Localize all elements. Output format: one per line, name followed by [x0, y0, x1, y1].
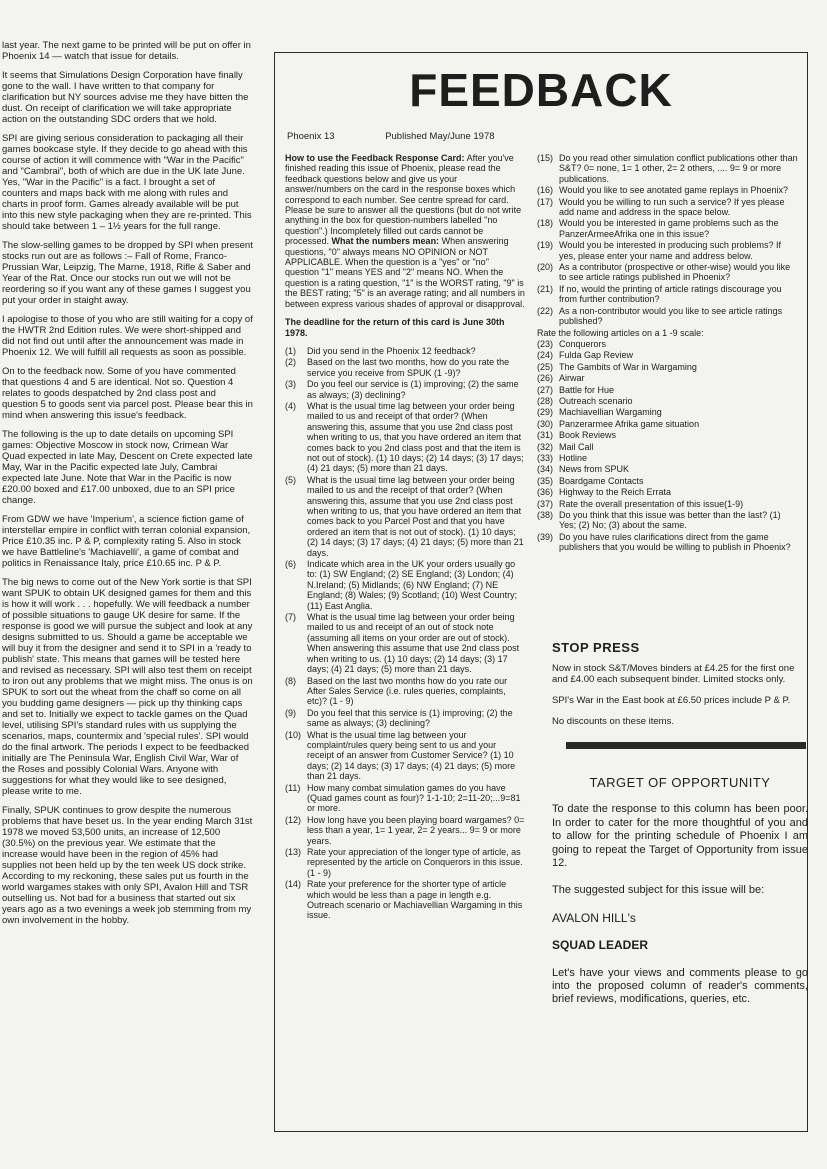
question-number: (13): [285, 847, 302, 857]
news-paragraph: The big news to come out of the New York sortie is that SPI want SPUK to obtain UK designed games for them and this is how it will work . . . hopefully. We will feedback a number of possible situations to gauge UK desire for same. If the response is good we will pursue the subject and look at any designs submitted to us. Should a game be acceptable we will buy it from the designer and send it to SPI in a 'ready to publish' state. This means that games will be tested here and revised as necessary. SPI will also test them on receipt to iron out any problems that we might miss. The onus is on SPUK to sort out the wheat from the chaff so come on all you budding game designers — pick up thy thinking caps and set to. Initially we expect to tackle games on the Quad level, utilising SPI's standard rules with us supplying the scenarios, maps, countermix and 'special rules'. SPI would do the final artwork. The periods I expect to be feedbacked initially are The Peninsula War, English Civil War, War of the Roses and possibly Colonial Wars. Anyone with suggestions for what they would like to see designed, please write to me.: [2, 577, 253, 797]
question-text: Rate your preference for the shorter type of article which would be less than a page in length e.g. Outreach scenario or Machiavellian Wargaming in this issue.: [307, 879, 523, 921]
feedback-question: [537, 218, 799, 239]
question-number: (1): [285, 345, 296, 356]
question-list-articles: [537, 339, 799, 553]
question-text: Mail Call: [559, 441, 594, 452]
question-text: What is the usual time lag between your order being mailed to us and the receipt of that order? (When answering this, assume that you use 2nd class post when writing to us, that you have ordered an item that comes back to you Parcel Post and that you have ordered an item that is not out of stock). (1) 10 days; (2) 14 days; (3) 17 days; (4) 21 days; (5) more than 21 days.: [307, 474, 524, 558]
question-text: Rate your appreciation of the longer type of article, as represented by the article on Conquerors in this issue. (1 - 9): [307, 847, 523, 878]
question-number: (25): [537, 361, 554, 372]
feedback-question: [285, 730, 525, 782]
question-text: Would you be interested in producing such problems? If yes, please enter your name and address below.: [559, 240, 781, 261]
question-number: (16): [537, 185, 554, 196]
question-number: (37): [537, 498, 554, 509]
feedback-question: [537, 306, 799, 327]
feedback-question: [537, 197, 799, 218]
question-number: (34): [537, 464, 554, 475]
question-number: (33): [537, 452, 554, 463]
question-text: Boardgame Contacts: [559, 475, 644, 486]
feedback-question: [537, 407, 799, 417]
question-number: (36): [537, 487, 554, 498]
question-number: (15): [537, 153, 554, 163]
question-text: Do you have rules clarifications direct from the game publishers that you would be willing to publish in Phoenix?: [559, 531, 791, 553]
feedback-question: [537, 532, 799, 553]
news-paragraph: On to the feedback now. Some of you have commented that questions 4 and 5 are identical. Not so. Question 4 relates to goods despatched by 2nd class post and question 5 to goods sent via parcel post. Please bear this in mind when answering this issue's feedback.: [2, 366, 253, 421]
question-text: The Gambits of War in Wargaming: [559, 361, 697, 372]
question-number: (20): [537, 262, 554, 273]
feedback-question: [537, 499, 799, 509]
question-text: Highway to the Reich Errata: [559, 487, 672, 498]
published-label: Published May/June 1978: [385, 131, 495, 142]
question-number: (27): [537, 384, 554, 395]
question-number: (19): [537, 240, 554, 251]
question-number: (39): [537, 531, 554, 542]
numbers-text: When answering questions, "0" always means NO OPINION or NOT APPLICABLE. When the question is a "yes" or "no" question "1" means YES and "2" means NO. When the question is a rating question, "1" is the WORST rating, "9" is the BEST rating; "5" is an average rating; and all numbers in between express various shades of approval or disapproval.: [285, 236, 525, 309]
feedback-question: [285, 475, 525, 558]
question-text: Book Reviews: [559, 430, 617, 441]
feedback-question: [285, 612, 525, 674]
question-number: (21): [537, 283, 554, 294]
feedback-question: [537, 430, 799, 440]
question-text: Would you like to see anotated game replays in Phoenix?: [559, 185, 788, 196]
feedback-question: [537, 373, 799, 383]
feedback-question: [285, 847, 525, 878]
news-paragraph: It seems that Simulations Design Corporation have finally gone to the wall. I have written to that company for clarification but NY sources advise me they have bitten the dust. On receipt of clarification we will take appropriate action on the outstanding SDC orders that we hold.: [2, 70, 249, 125]
news-paragraph: Finally, SPUK continues to grow despite the numerous problems that have beset us. In the year ending March 31st 1978 we moved 53,500 units, an increase of 12,500 (30.5%) on the previous year. We estimate that the increase would have been in the region of 45% had supplies not been held up by the ten week US dock strike. According to my reckoning, these sales put us fourth in the world wargames stakes with only SPI, Avalon Hill and TSR outselling us. Not bad for a business that started out six years ago as a two evenings a week job stemming from my own involvement in the hobby.: [2, 805, 253, 926]
question-number: (17): [537, 196, 554, 207]
question-text: Would you be willing to run such a service? If yes please add name and address in the space below.: [559, 196, 785, 218]
question-number: (28): [537, 395, 554, 406]
question-text: Conquerors: [559, 338, 607, 349]
stop-press-title: STOP PRESS: [552, 640, 640, 655]
target-of-opportunity-section: [552, 776, 808, 1021]
feedback-question: [537, 396, 799, 406]
question-number: (35): [537, 475, 554, 486]
feedback-question: [285, 401, 525, 474]
news-paragraph: last year. The next game to be printed will be put on offer in Phoenix 14 — watch that issue for details.: [2, 40, 251, 62]
feedback-question: [285, 783, 525, 814]
question-text: Indicate which area in the UK your orders usually go to: (1) SW England; (2) SE England; (3) London; (4) N.Ireland; (5) Midlands; (6) NW England; (7) NE England; (8) Wales; (9) Scotland; (10) West Country; (11) East Anglia.: [307, 559, 518, 611]
news-paragraph: SPI are giving serious consideration to packaging all their games bookcase style. If they decide to go ahead with this course of action it will commence with "War in the Pacific" and "Cambrai", both of which are due in the UK late June. Yes, "War in the Pacific" is a fact. I brought a set of counters and maps back with me along with rules and charts in proof form. Games already available will be put into this new style packaging when they are re-printed. This should take between 1 – 1½ years for the full range.: [2, 133, 252, 232]
feedback-question: [285, 379, 525, 400]
news-paragraph: I apologise to those of you who are still waiting for a copy of the HWTR 2nd Edition rules. We were short-shipped and did not find out until after the announcement was made in Phoenix 12. We will fulfill all requests as soon as possible.: [2, 314, 253, 358]
question-number: (10): [285, 729, 302, 740]
stop-press-paragraph: No discounts on these items.: [552, 716, 674, 727]
howto-heading: How to use the Feedback Response Card:: [285, 153, 465, 163]
feedback-question: [537, 240, 799, 261]
question-text: Panzerarmee Afrika game situation: [559, 418, 700, 429]
news-paragraph: The slow-selling games to be dropped by SPI when present stocks run out are as follows :– Fall of Rome, Franco-Prussian War, Leipzig, The Marne, 1918, Rifle & Saber and Year of the Rat. Once our stocks run out we will not be reordering so if you want any of these games I suggest you put your order in staight away.: [2, 240, 253, 306]
question-number: (7): [285, 612, 296, 623]
question-text: How long have you been playing board wargames? 0= less than a year, 1= 1 year, 2= 2 years... 9= 9 or more years.: [307, 814, 525, 846]
question-number: (30): [537, 418, 554, 429]
stop-press-paragraph: SPI's War in the East book at £6.50 prices include P & P.: [552, 695, 791, 706]
feedback-question: [537, 385, 799, 395]
subject-title: SQUAD LEADER: [552, 938, 649, 953]
question-number: (24): [537, 350, 554, 361]
question-text: As a contributor (prospective or other-wise) would you like to see article ratings published in Phoenix?: [559, 262, 791, 283]
question-number: (8): [285, 675, 296, 686]
question-text: Do you think that this issue was better than the last? (1) Yes; (2) No; (3) about the same.: [559, 510, 781, 531]
question-number: (2): [285, 357, 296, 368]
question-text: News from SPUK: [559, 464, 630, 475]
feedback-issue-line: [287, 131, 543, 142]
question-number: (14): [285, 879, 302, 890]
howto-paragraph: [285, 153, 525, 309]
question-text: If no, would the printing of article ratings discourage you from further contribution?: [559, 283, 782, 305]
feedback-column-right: [537, 153, 799, 554]
question-text: Machiavellian Wargaming: [559, 407, 662, 418]
target-paragraph: Let's have your views and comments please to go into the proposed column of reader's comments, brief reviews, modifications, queries, etc.: [552, 966, 808, 1006]
question-number: (31): [537, 430, 554, 441]
feedback-question: [537, 453, 799, 463]
question-text: Hotline: [559, 452, 588, 463]
question-number: (18): [537, 218, 554, 229]
feedback-question: [285, 357, 525, 378]
question-text: Battle for Hue: [559, 384, 615, 395]
question-number: (11): [285, 782, 301, 793]
feedback-question: [537, 262, 799, 283]
question-number: (12): [285, 814, 302, 825]
feedback-question: [285, 879, 525, 921]
question-text: Do you feel that this service is (1) improving; (2) the same as always; (3) declining?: [307, 707, 513, 729]
feedback-question: [537, 464, 799, 474]
feedback-title: FEEDBACK: [409, 64, 673, 116]
feedback-column-left: [285, 153, 525, 922]
rate-instruction: Rate the following articles on a 1 -9 scale:: [537, 327, 704, 338]
howto-text: After you've finished reading this issue of Phoenix, please read the feedback questions below and give us your answer/numbers on the card in the response boxes which correspond to each number. See centre spread for card. Please be sure to answer all the questions (but do not write anything in the box for question-numbers labelled "no question".) Incompletely filled out cards cannot be processed.: [285, 153, 522, 247]
feedback-question: [537, 442, 799, 452]
feedback-question: [537, 339, 799, 349]
question-text: Do you read other simulation conflict publications other than S&T? 0= none, 1= 1 other, 2= 2 others, .... 9= 9 or more publications.: [559, 153, 798, 184]
question-text: Airwar: [559, 373, 585, 384]
question-number: (22): [537, 305, 554, 316]
feedback-question: [537, 153, 799, 184]
question-text: Did you send in the Phoenix 12 feedback?: [307, 345, 476, 356]
feedback-question: [537, 510, 799, 531]
question-number: (9): [285, 707, 296, 718]
question-number: (23): [537, 338, 554, 349]
feedback-question: [285, 708, 525, 729]
feedback-question: [285, 346, 525, 356]
news-paragraph: The following is the up to date details on upcoming SPI games: Objective Moscow in stock now, Crimean War Quad expected in late May, Descent on Crete expected late May, War in the Pacific expected late July, Cambrai expected late June. Note that War in the Pacific is now £20.00 boxed and £17.00 unboxed, due to an SPI price change.: [2, 429, 253, 506]
question-number: (29): [537, 407, 554, 418]
question-text: Would you be interested in game problems such as the PanzerArmeeAfrika one in this issue?: [559, 218, 779, 239]
question-list-b: [537, 153, 799, 327]
section-divider: [566, 742, 806, 749]
question-text: How many combat simulation games do you have (Quad games count as four)? 1-1-10; 2=11-20;...9=81 or more.: [307, 782, 521, 814]
numbers-heading: What the numbers mean:: [331, 236, 440, 247]
feedback-question: [285, 559, 525, 611]
feedback-question: [537, 362, 799, 372]
target-title: TARGET OF OPPORTUNITY: [589, 775, 771, 790]
news-paragraph: From GDW we have 'Imperium', a science fiction game of interstellar empire in conflict with terran colonial expansion, Price £10.35 inc. P & P, complexity rating 5. Also in stock we have Battleline's 'Machiavelli', a game of combat and politics in Renaissance Italy, price £10.65 inc. P & P.: [2, 514, 251, 569]
stop-press-paragraph: Now in stock S&T/Moves binders at £4.25 for the first one and £4.00 each subsequent binder. Limited stocks only.: [552, 663, 795, 685]
subject-publisher: AVALON HILL's: [552, 910, 636, 925]
question-number: (5): [285, 474, 296, 485]
question-text: Based on the last two months how do you rate our After Sales Service (i.e. rules queries, complaints, etc)? (1 - 9): [307, 675, 508, 707]
question-text: What is the usual time lag between your complaint/rules query being sent to us and your receipt of an answer from Customer Service? (1) 10 days; (2) 14 days; (3) 17 days; (4) 21 days; (5) more than 21 days.: [307, 729, 516, 782]
question-text: Do you feel our service is (1) improving; (2) the same as always; (3) declining?: [307, 379, 519, 400]
question-number: (32): [537, 441, 554, 452]
feedback-question: [537, 487, 799, 497]
feedback-question: [537, 350, 799, 360]
question-list-a: [285, 346, 525, 921]
feedback-question: [285, 676, 525, 707]
feedback-question: [537, 419, 799, 429]
target-paragraph: To date the response to this column has been poor. In order to cater for the more thoughtful of you and to allow for the printing schedule of Phoenix I am going to repeat the Target of Opportunity from issue 12.: [552, 803, 808, 870]
deadline: The deadline for the return of this card is June 30th 1978.: [285, 317, 505, 338]
left-news-column: [2, 40, 254, 934]
feedback-question: [537, 185, 799, 195]
question-number: (26): [537, 373, 554, 384]
question-text: Rate the overall presentation of this issue(1-9): [559, 498, 744, 509]
stop-press-section: [552, 642, 808, 737]
question-text: Based on the last two months, how do you rate the service you receive from SPUK (1 -9)?: [307, 357, 510, 378]
question-text: What is the usual time lag between your order being mailed to us and receipt of an out of stock note (assuming all items on your order are out of stock). When answering this assume that use 2nd class post when writing to us. (1) 10 days; (2) 14 days; (3) 17 days; (4) 21 days; (5) more than 21 days.: [307, 612, 520, 675]
feedback-question: [537, 284, 799, 305]
question-number: (38): [537, 510, 554, 520]
question-number: (4): [285, 400, 296, 411]
feedback-question: [537, 476, 799, 486]
issue-label: Phoenix 13: [287, 131, 335, 142]
question-number: (3): [285, 379, 296, 390]
question-text: Fulda Gap Review: [559, 350, 634, 361]
question-text: As a non-contributor would you like to see article ratings published?: [559, 305, 783, 327]
question-number: (6): [285, 559, 296, 570]
feedback-question: [285, 815, 525, 846]
question-text: What is the usual time lag between your order being mailed to us and receipt of that order? (When answering this, assume that you use 2nd class post when writing to us, that you have ordered an item that comes back to you 2nd class post and that the item is not out of stock). (1) 10 days; (2) 14 days; (3) 17 days; (4) 21 days; (5) more than 21 days.: [307, 400, 524, 474]
target-paragraph: The suggested subject for this issue will be:: [552, 884, 765, 897]
question-text: Outreach scenario: [559, 395, 633, 406]
